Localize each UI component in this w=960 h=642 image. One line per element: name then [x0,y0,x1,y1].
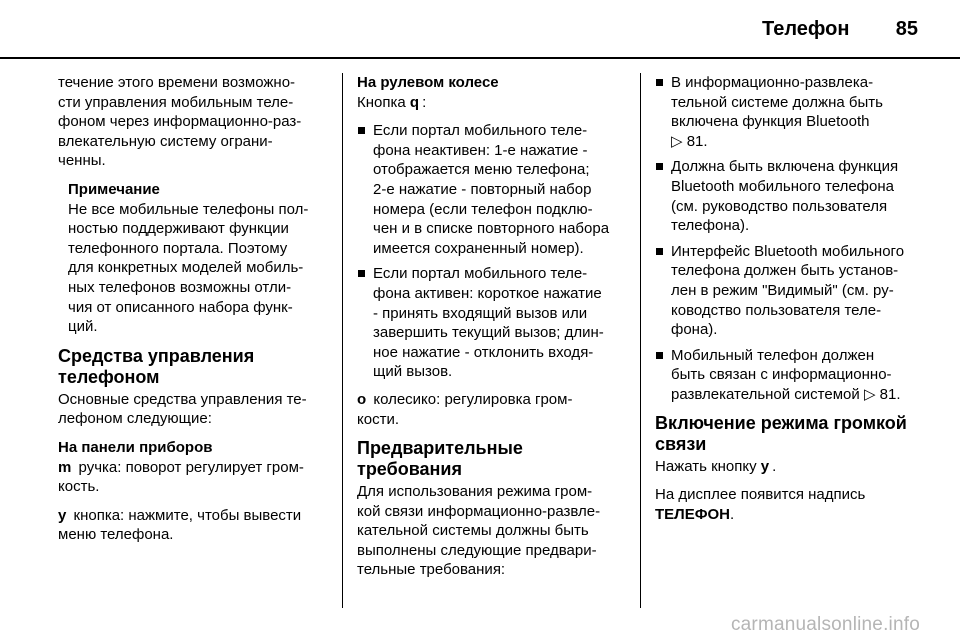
list-item: Если портал мобильного теле- фона активен: короткое нажатие - принять входящий вызов или завершить текущий вызов; длин- ное нажатие - отклонить входя- щий вызов. [357,264,627,382]
bullet-icon [358,270,365,277]
controls-intro: Основные средства управления те- лефоном следующие: [58,390,307,428]
column-2 [357,73,627,589]
column-1 [58,73,328,554]
section-heading-prerequisites: Предварительные требования [357,438,523,480]
prerequisites-list [655,73,920,405]
steering-phone-button-icon: q [409,93,420,111]
display-message-instruction: На дисплее появится надпись ТЕЛЕФОН. [655,486,866,523]
page-reference-arrow-icon: ▷ [671,132,683,150]
bullet-icon [656,163,663,170]
phone-button-description: y кнопка: нажмите, чтобы вывести меню телефона. [58,506,302,544]
bullet-icon [656,352,663,359]
press-button-instruction: Нажать кнопку y . [655,457,777,475]
knob-description: m ручка: поворот регулирует гром- кость. [58,458,304,496]
phone-button-icon: y [58,506,67,524]
display-label: ТЕЛЕФОН [655,505,730,523]
bullet-icon [656,79,663,86]
section-heading-controls: Средства управления телефоном [58,345,255,387]
bullet-icon [358,127,365,134]
watermark: carmanualsonline.info [730,614,920,635]
list-item: Если портал мобильного теле- фона неактивен: 1-е нажатие - отображается меню телефона; 2-е нажатие - повторный набор номера (если телефон подклю- чен и в списке повторного набора имеется сохраненный номер). [357,121,627,258]
note-title: Примечание [68,180,160,198]
column-3 [655,73,920,533]
column-divider-1 [342,73,343,608]
wheel-button-label: Кнопка q : [357,93,427,111]
page-reference-arrow-icon: ▷ [863,385,876,403]
bullet-icon [656,248,663,255]
intro-paragraph: течение этого времени возможно- сти управления мобильным теле- фоном через информационно-раз- влекательную систему ограни- ченны. [58,74,302,170]
thumbwheel-icon: o [357,390,367,408]
wheel-subheading: На рулевом колесе [357,74,499,91]
list-item: В информационно-развлека- тельной системе должна быть включена функция Bluetooth ▷ 81. [655,73,920,151]
column-divider-2 [640,73,641,608]
header-divider [0,57,960,59]
list-item: Должна быть включена функция Bluetooth мобильного телефона (см. руководство пользователя телефона). [655,157,920,235]
wheel-volume-description: o колесико: регулировка гром- кости. [357,390,573,428]
panel-subheading: На панели приборов [58,438,213,456]
wheel-button-list [357,121,627,382]
phone-button-icon: y [760,457,770,475]
section-heading-handsfree: Включение режима громкой связи [655,412,907,454]
prerequisites-intro: Для использования режима гром- кой связи информационно-развле- кательной системы должны быть выполнены следующие предвари- тельные требования: [357,483,601,579]
page-title: Телефон [762,18,850,40]
list-item: Мобильный телефон должен быть связан с информационно- развлекательной системой ▷ 81. [655,346,920,405]
volume-knob-icon: m [58,458,72,476]
page-number: 85 [895,18,918,40]
list-item: Интерфейс Bluetooth мобильного телефона должен быть установ- лен в режим "Видимый" (см. ру- ководство пользователя теле- фона). [655,242,920,340]
note-box: Примечание Не все мобильные телефоны пол- ностью поддерживают функции телефонного портала. Поэтому для конкретных моделей мобиль- ных телефонов возможны отли- чия от описанного набора функ- ций. [58,180,328,337]
